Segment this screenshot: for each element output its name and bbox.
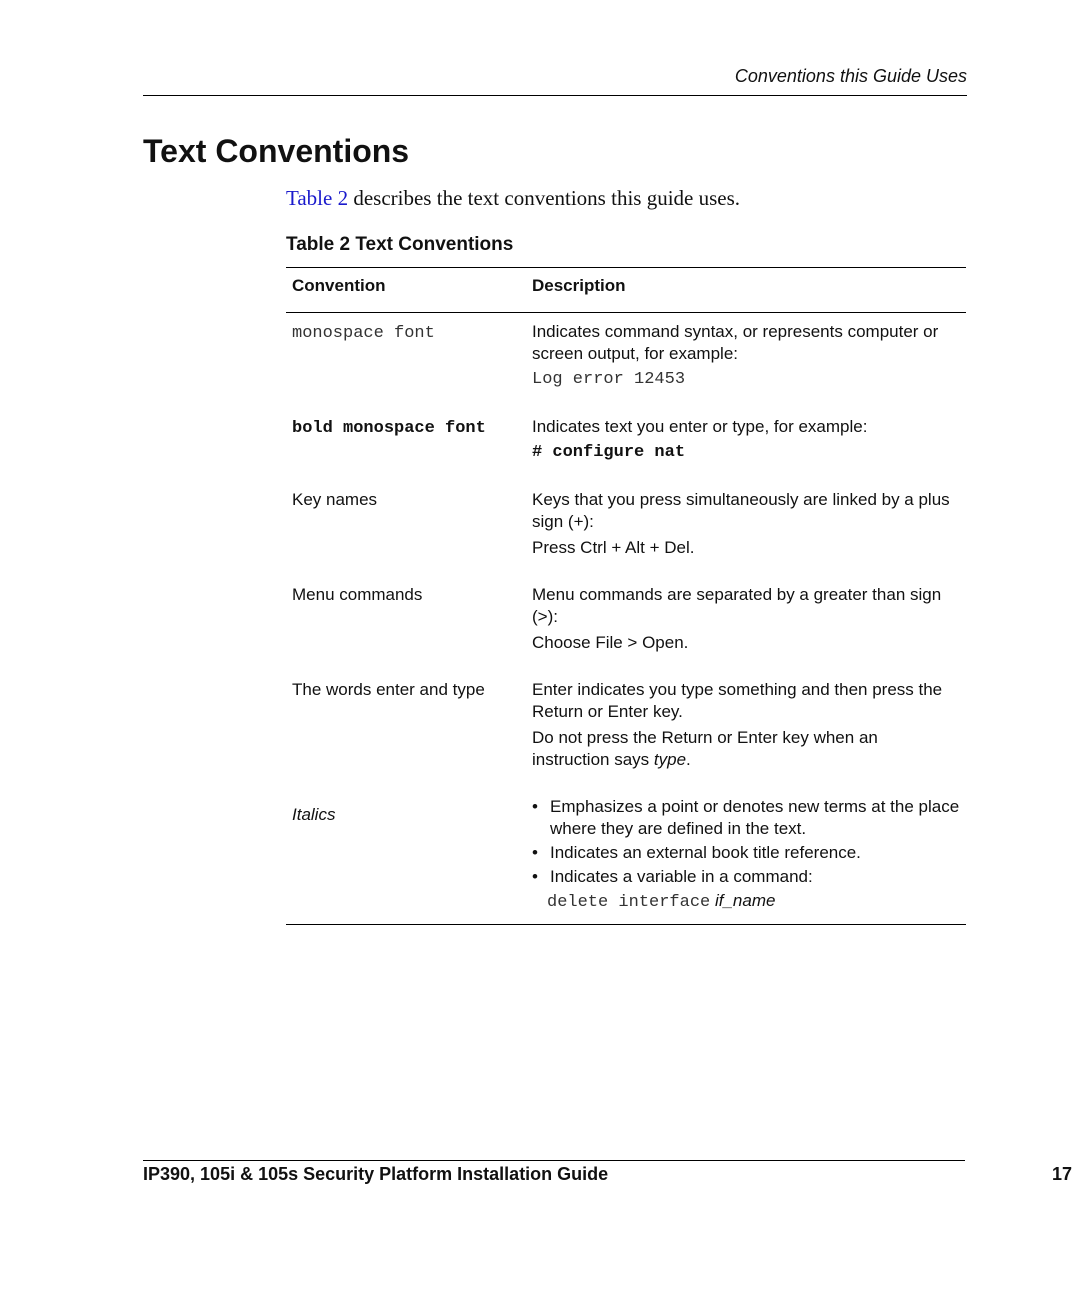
example-suffix: .	[686, 750, 691, 769]
example-prefix: Do not press the Return or Enter key when an instruction says	[532, 728, 878, 769]
running-header: Conventions this Guide Uses	[734, 66, 967, 86]
example-text: # configure nat	[532, 443, 686, 462]
convention-cell	[286, 313, 526, 417]
bullet-item: • Indicates an external book title reference.	[532, 842, 960, 864]
page-number: 17	[1051, 1164, 1072, 1184]
intro-paragraph	[286, 186, 740, 211]
description-text: Indicates command syntax, or represents computer or screen output, for example:	[532, 322, 939, 363]
example-text: Press Ctrl + Alt + Del.	[532, 538, 695, 557]
convention-cell	[286, 796, 526, 925]
table-row	[286, 679, 966, 796]
convention-cell	[286, 416, 526, 489]
table-caption: Table 2 Text Conventions	[286, 234, 514, 255]
example-variable: if_name	[714, 891, 776, 910]
header-rule	[143, 95, 967, 96]
description-cell	[526, 796, 966, 925]
convention-text: bold monospace font	[292, 419, 486, 438]
intro-text: describes the text conventions this guide uses.	[348, 186, 741, 210]
convention-cell: The words enter and type	[292, 680, 485, 699]
bullet-list	[532, 796, 960, 888]
description-cell	[526, 313, 966, 417]
example-text: Choose File > Open.	[532, 633, 689, 652]
description-cell	[526, 679, 966, 796]
example-text	[532, 727, 960, 771]
bullet-item: • Indicates a variable in a command:	[532, 866, 960, 888]
table-row	[286, 416, 966, 489]
description-cell	[526, 489, 966, 584]
example-command: delete interface	[547, 893, 711, 912]
example-text: Log error 12453	[532, 370, 686, 389]
conventions-table	[286, 267, 966, 925]
convention-cell: Menu commands	[292, 585, 423, 604]
table-header-row	[286, 268, 966, 313]
convention-cell: Key names	[292, 490, 378, 509]
convention-text: Italics	[292, 805, 336, 824]
description-cell	[526, 416, 966, 489]
example-text	[532, 890, 960, 914]
table-row	[286, 489, 966, 584]
description-cell	[526, 584, 966, 679]
description-text: Menu commands are separated by a greater than sign (>):	[532, 585, 942, 626]
footer-rule	[143, 1160, 965, 1161]
description-text: Enter indicates you type something and then press the Return or Enter key.	[532, 680, 943, 721]
example-italic: type	[653, 750, 687, 769]
table-2-link[interactable]: Table 2	[286, 186, 349, 210]
description-text: Indicates text you enter or type, for example:	[532, 417, 868, 436]
table-row	[286, 796, 966, 925]
table-row	[286, 313, 966, 417]
bullet-item: • Emphasizes a point or denotes new terms at the place where they are defined in the text.	[532, 796, 960, 840]
section-title: Text Conventions	[143, 133, 410, 169]
table-row	[286, 584, 966, 679]
footer-guide-title: IP390, 105i & 105s Security Platform Installation Guide	[143, 1164, 609, 1184]
convention-text: monospace font	[292, 324, 435, 343]
column-header-convention: Convention	[286, 268, 526, 313]
description-text: Keys that you press simultaneously are linked by a plus sign (+):	[532, 490, 950, 531]
column-header-description: Description	[526, 268, 966, 313]
